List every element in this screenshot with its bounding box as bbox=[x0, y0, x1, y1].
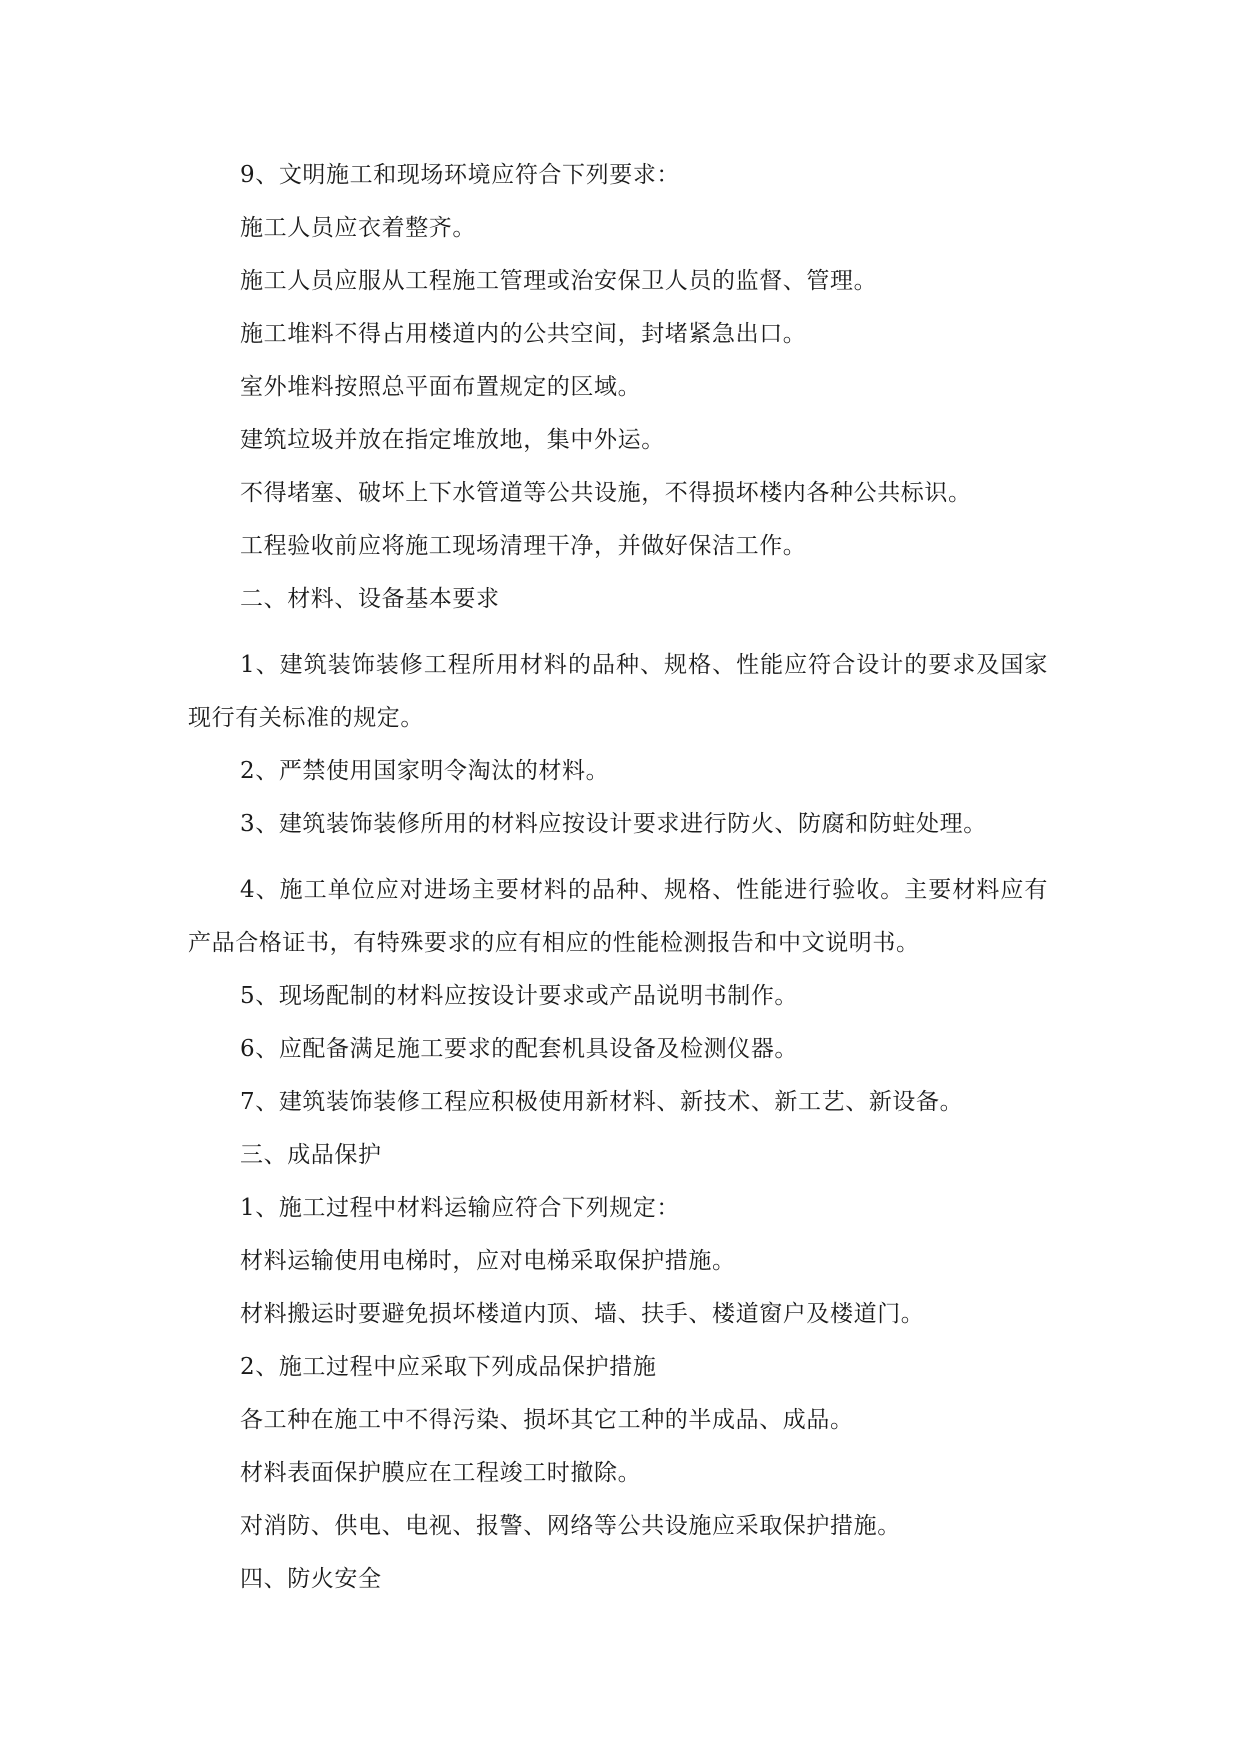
paragraph: 工程验收前应将施工现场清理干净，并做好保洁工作。 bbox=[240, 533, 807, 559]
paragraph: 4、施工单位应对进场主要材料的品种、规格、性能进行验收。主要材料应有产品合格证书，有特殊要求的应有相应的性能检测报告和中文说明书。 bbox=[188, 877, 1048, 956]
paragraph: 3、建筑装饰装修所用的材料应按设计要求进行防火、防腐和防蛀处理。 bbox=[240, 811, 987, 837]
section-heading: 三、成品保护 bbox=[240, 1142, 382, 1168]
paragraph: 材料搬运时要避免损坏楼道内顶、墙、扶手、楼道窗户及楼道门。 bbox=[240, 1301, 925, 1327]
paragraph: 各工种在施工中不得污染、损坏其它工种的半成品、成品。 bbox=[240, 1407, 854, 1433]
paragraph: 不得堵塞、破坏上下水管道等公共设施，不得损坏楼内各种公共标识。 bbox=[240, 480, 972, 506]
section-heading: 二、材料、设备基本要求 bbox=[240, 586, 500, 612]
paragraph: 室外堆料按照总平面布置规定的区域。 bbox=[240, 374, 642, 400]
paragraph: 1、施工过程中材料运输应符合下列规定： bbox=[240, 1195, 681, 1221]
paragraph: 5、现场配制的材料应按设计要求或产品说明书制作。 bbox=[240, 983, 799, 1009]
paragraph: 9、文明施工和现场环境应符合下列要求： bbox=[240, 162, 681, 188]
paragraph: 7、建筑装饰装修工程应积极使用新材料、新技术、新工艺、新设备。 bbox=[240, 1089, 964, 1115]
paragraph: 2、严禁使用国家明令淘汰的材料。 bbox=[240, 758, 610, 784]
paragraph: 施工人员应服从工程施工管理或治安保卫人员的监督、管理。 bbox=[240, 268, 878, 294]
paragraph: 建筑垃圾并放在指定堆放地，集中外运。 bbox=[240, 427, 665, 453]
paragraph: 6、应配备满足施工要求的配套机具设备及检测仪器。 bbox=[240, 1036, 799, 1062]
paragraph: 对消防、供电、电视、报警、网络等公共设施应采取保护措施。 bbox=[240, 1513, 901, 1539]
paragraph: 施工人员应衣着整齐。 bbox=[240, 215, 476, 241]
document-body bbox=[188, 162, 1048, 1619]
section-heading: 四、防火安全 bbox=[240, 1566, 382, 1592]
paragraph: 材料运输使用电梯时，应对电梯采取保护措施。 bbox=[240, 1248, 736, 1274]
paragraph: 2、施工过程中应采取下列成品保护措施 bbox=[240, 1354, 657, 1380]
paragraph: 施工堆料不得占用楼道内的公共空间，封堵紧急出口。 bbox=[240, 321, 807, 347]
paragraph: 材料表面保护膜应在工程竣工时撤除。 bbox=[240, 1460, 642, 1486]
paragraph: 1、建筑装饰装修工程所用材料的品种、规格、性能应符合设计的要求及国家现行有关标准的规定。 bbox=[188, 652, 1048, 731]
